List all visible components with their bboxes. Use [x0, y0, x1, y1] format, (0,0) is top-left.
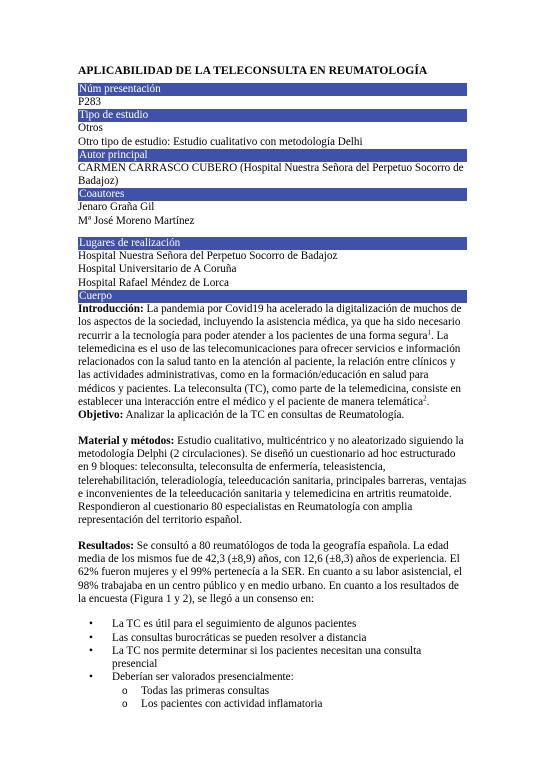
reference-1: 1: [427, 327, 431, 336]
presentation-number: P283: [78, 96, 102, 108]
objective-label: Objetivo:: [78, 409, 124, 422]
sub-bullet-icon: o: [122, 698, 128, 710]
list-item: [78, 671, 467, 711]
objective-text: Analizar la aplicación de la TC en consultas de Reumatología.: [123, 409, 405, 422]
objective-paragraph: [78, 409, 467, 422]
list-item-text: La TC nos permite determinar si los pacientes necesitan una consulta presencial: [112, 644, 422, 671]
section-header-autor-principal: Autor principal: [78, 149, 467, 162]
study-type-other: Otro tipo de estudio: Estudio cualitativo con metodología Delhi: [78, 135, 363, 148]
sub-list-item-text: Los pacientes con actividad inflamatoria: [141, 697, 323, 710]
list-item: [78, 645, 467, 672]
bullet-icon: •: [89, 618, 93, 631]
results-paragraph: [78, 540, 467, 606]
bullet-icon: •: [89, 631, 93, 644]
coauthor-2: Mª José Moreno Martínez: [78, 214, 195, 227]
list-item: [78, 632, 467, 645]
consensus-list: [78, 618, 467, 711]
introduction-end: .: [426, 396, 430, 409]
location-2: Hospital Universitario de A Coruña: [78, 263, 237, 276]
results-label: Resultados:: [78, 539, 134, 552]
main-author-line-1: CARMEN CARRASCO CUBERO (Hospital Nuestra Señora del Perpetuo Socorro de: [78, 161, 464, 174]
introduction-text-2: . La telemedicina es el uso de las telecomunicaciones para ofrecer servicios e información relacionados con la salud tanto en la atención al paciente, la relación entre clínicos y las actividades administrativas, como en la formación/educación en salud para médicos y pacientes. La teleconsulta (TC), como parte de la telemedicina, consiste en establecer una interacción entre el médico y el paciente de manera telemática: [78, 329, 462, 409]
reference-2: 2: [423, 394, 427, 403]
section-header-lugares: Lugares de realización: [78, 237, 467, 250]
section-header-tipo-estudio: Tipo de estudio: [78, 109, 467, 122]
main-author-line-2: Badajoz): [78, 175, 119, 188]
introduction-paragraph: [78, 303, 467, 409]
section-header-cuerpo: Cuerpo: [78, 290, 467, 303]
section-header-num-presentacion: Núm presentación: [78, 83, 467, 96]
sub-list-item: [112, 685, 467, 698]
coauthor-1: Jenaro Graña Gil: [78, 201, 155, 214]
results-text: Se consultó a 80 reumatólogos de toda la geografía española. La edad media de los mismos fue de 42,3 (±8,9) años, con 12,6 (±8,3) años de experiencia. El 62% fueron mujeres y el 99% pertenecía a la SER. En cuanto a su labor asistencial, el 98% trabajaba en un centro público y en medio urbano. En cuanto a los resultados de la encuesta (Figura 1 y 2), se llegó a un consenso en:: [78, 539, 462, 605]
location-3: Hospital Rafael Méndez de Lorca: [78, 276, 229, 289]
sub-list: [112, 685, 467, 712]
sub-list-item: [112, 698, 467, 711]
list-item-text: Las consultas burocráticas se pueden resolver a distancia: [112, 631, 367, 644]
document-title: APLICABILIDAD DE LA TELECONSULTA EN REUMATOLOGÍA: [78, 64, 428, 77]
study-type: Otros: [78, 122, 103, 135]
list-item: [78, 618, 467, 631]
methods-text: Estudio cualitativo, multicéntrico y no aleatorizado siguiendo la metodología Delphi (2 circulaciones). Se diseñó un cuestionario ad hoc estructurado en 9 bloques: teleconsulta, teleconsulta de enfermería, teleasistencia, telerehabilitación, teleradiología, teleeducación sanitaria, principales barreras, ventajas e inconvenientes de la teleeducación sanitaria y telemedicina en artritis reumatoide. Respondieron al cuestionario 80 especialistas en Reumatología con amplia representación del territorio español.: [78, 434, 467, 527]
methods-paragraph: [78, 435, 467, 528]
introduction-text-1: La pandemia por Covid19 ha acelerado la digitalización de muchos de los aspectos de la sociedad, incluyendo la asistencia médica, ya que ha sido necesario recurrir a la tecnología para poder atender a los pacientes de una forma segura: [78, 302, 462, 342]
list-item-text: Deberían ser valorados presencialmente:: [112, 671, 294, 684]
methods-label: Material y métodos:: [78, 434, 175, 447]
list-item-text: La TC es útil para el seguimiento de algunos pacientes: [112, 618, 357, 631]
location-1: Hospital Nuestra Señora del Perpetuo Socorro de Badajoz: [78, 250, 338, 263]
sub-list-item-text: Todas las primeras consultas: [141, 684, 270, 697]
introduction-label: Introducción:: [78, 302, 144, 315]
document-page: [78, 64, 467, 711]
section-header-coautores: Coautores: [78, 188, 467, 201]
bullet-icon: •: [89, 671, 93, 684]
bullet-icon: •: [89, 644, 93, 657]
sub-bullet-icon: o: [122, 685, 128, 697]
